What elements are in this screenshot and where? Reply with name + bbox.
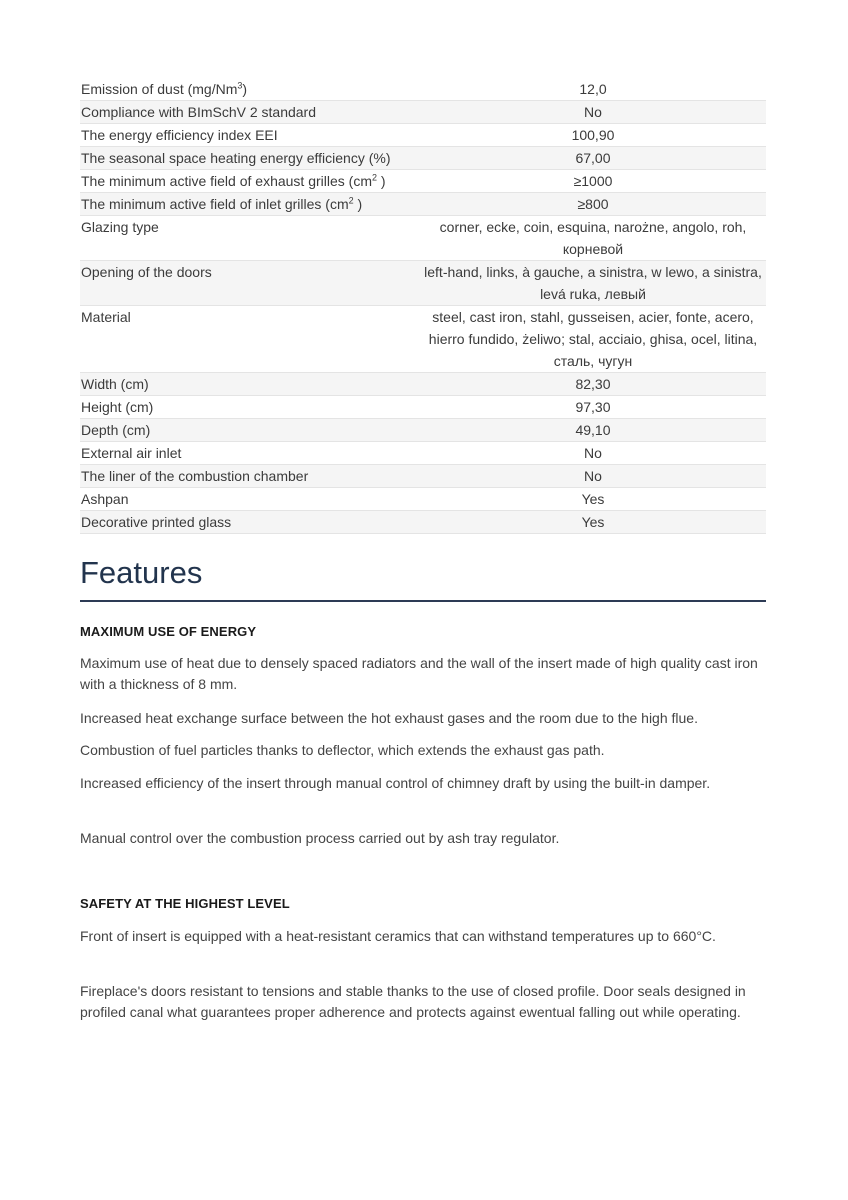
paragraph: Increased heat exchange surface between the hot exhaust gases and the room due to the high flue. [80, 710, 698, 726]
spec-label: Ashpan [80, 488, 419, 511]
spec-value: ≥800 [419, 193, 766, 216]
table-row [80, 419, 766, 442]
spec-value: No [419, 465, 766, 488]
paragraph: Fireplace's doors resistant to tensions and stable thanks to the use of closed profile. Door seals designed in profiled canal what guarantees proper adherence and protects against ewentual falling out while operating. [80, 983, 746, 1020]
spec-value: corner, ecke, coin, esquina, narożne, angolo, roh, корневой [419, 216, 766, 261]
spec-label: The seasonal space heating energy efficiency (%) [80, 147, 419, 170]
spec-label: Emission of dust (mg/Nm$^3$) [80, 78, 419, 101]
spec-value: 97,30 [419, 396, 766, 419]
spec-value: 82,30 [419, 373, 766, 396]
features-heading: Features [80, 555, 203, 590]
table-row [80, 124, 766, 147]
table-row [80, 396, 766, 419]
paragraph: Manual control over the combustion process carried out by ash tray regulator. [80, 830, 560, 846]
table-row [80, 261, 766, 306]
table-row [80, 216, 766, 261]
table-row [80, 465, 766, 488]
spec-value: steel, cast iron, stahl, gusseisen, acier, fonte, acero, hierro fundido, żeliwo; stal, acciaio, ghisa, ocel, litina, сталь, чугун [419, 306, 766, 373]
spec-label: Glazing type [80, 216, 419, 261]
paragraph: Front of insert is equipped with a heat-resistant ceramics that can withstand temperatures up to 660°C. [80, 928, 716, 944]
spec-value: Yes [419, 511, 766, 534]
spec-label: Decorative printed glass [80, 511, 419, 534]
spec-value: 12,0 [419, 78, 766, 101]
table-row [80, 373, 766, 396]
table-row [80, 488, 766, 511]
spec-label: The energy efficiency index EEI [80, 124, 419, 147]
spec-value: No [419, 101, 766, 124]
table-row [80, 101, 766, 124]
paragraph: Increased efficiency of the insert through manual control of chimney draft by using the built-in damper. [80, 775, 711, 791]
spec-value: 67,00 [419, 147, 766, 170]
table-row [80, 193, 766, 216]
spec-value: 100,90 [419, 124, 766, 147]
spec-label: Depth (cm) [80, 419, 419, 442]
spec-label: The minimum active field of exhaust grilles ($cm^2$ ) [80, 170, 419, 193]
table-row [80, 511, 766, 534]
spec-value: No [419, 442, 766, 465]
table-row [80, 170, 766, 193]
spec-label: Material [80, 306, 419, 373]
spec-label: External air inlet [80, 442, 419, 465]
table-row [80, 147, 766, 170]
section-heading-safety: SAFETY AT THE HIGHEST LEVEL [80, 896, 290, 911]
specifications-table [80, 78, 766, 534]
table-row [80, 306, 766, 373]
spec-label: Height (cm) [80, 396, 419, 419]
table-row [80, 78, 766, 101]
table-row [80, 442, 766, 465]
paragraph: Maximum use of heat due to densely spaced radiators and the wall of the insert made of high quality cast iron with a thickness of 8 mm. [80, 655, 758, 692]
spec-value: ≥1000 [419, 170, 766, 193]
features-divider [80, 600, 766, 602]
spec-label: The liner of the combustion chamber [80, 465, 419, 488]
paragraph: Combustion of fuel particles thanks to deflector, which extends the exhaust gas path. [80, 742, 605, 758]
section-heading-energy: MAXIMUM USE OF ENERGY [80, 624, 257, 639]
spec-label: The minimum active field of inlet grilles ($cm^2$ ) [80, 193, 419, 216]
spec-value: Yes [419, 488, 766, 511]
spec-label: Opening of the doors [80, 261, 419, 306]
spec-label: Compliance with BImSchV 2 standard [80, 101, 419, 124]
spec-label: Width (cm) [80, 373, 419, 396]
spec-value: left-hand, links, à gauche, a sinistra, w lewo, a sinistra, levá ruka, левый [419, 261, 766, 306]
spec-value: 49,10 [419, 419, 766, 442]
